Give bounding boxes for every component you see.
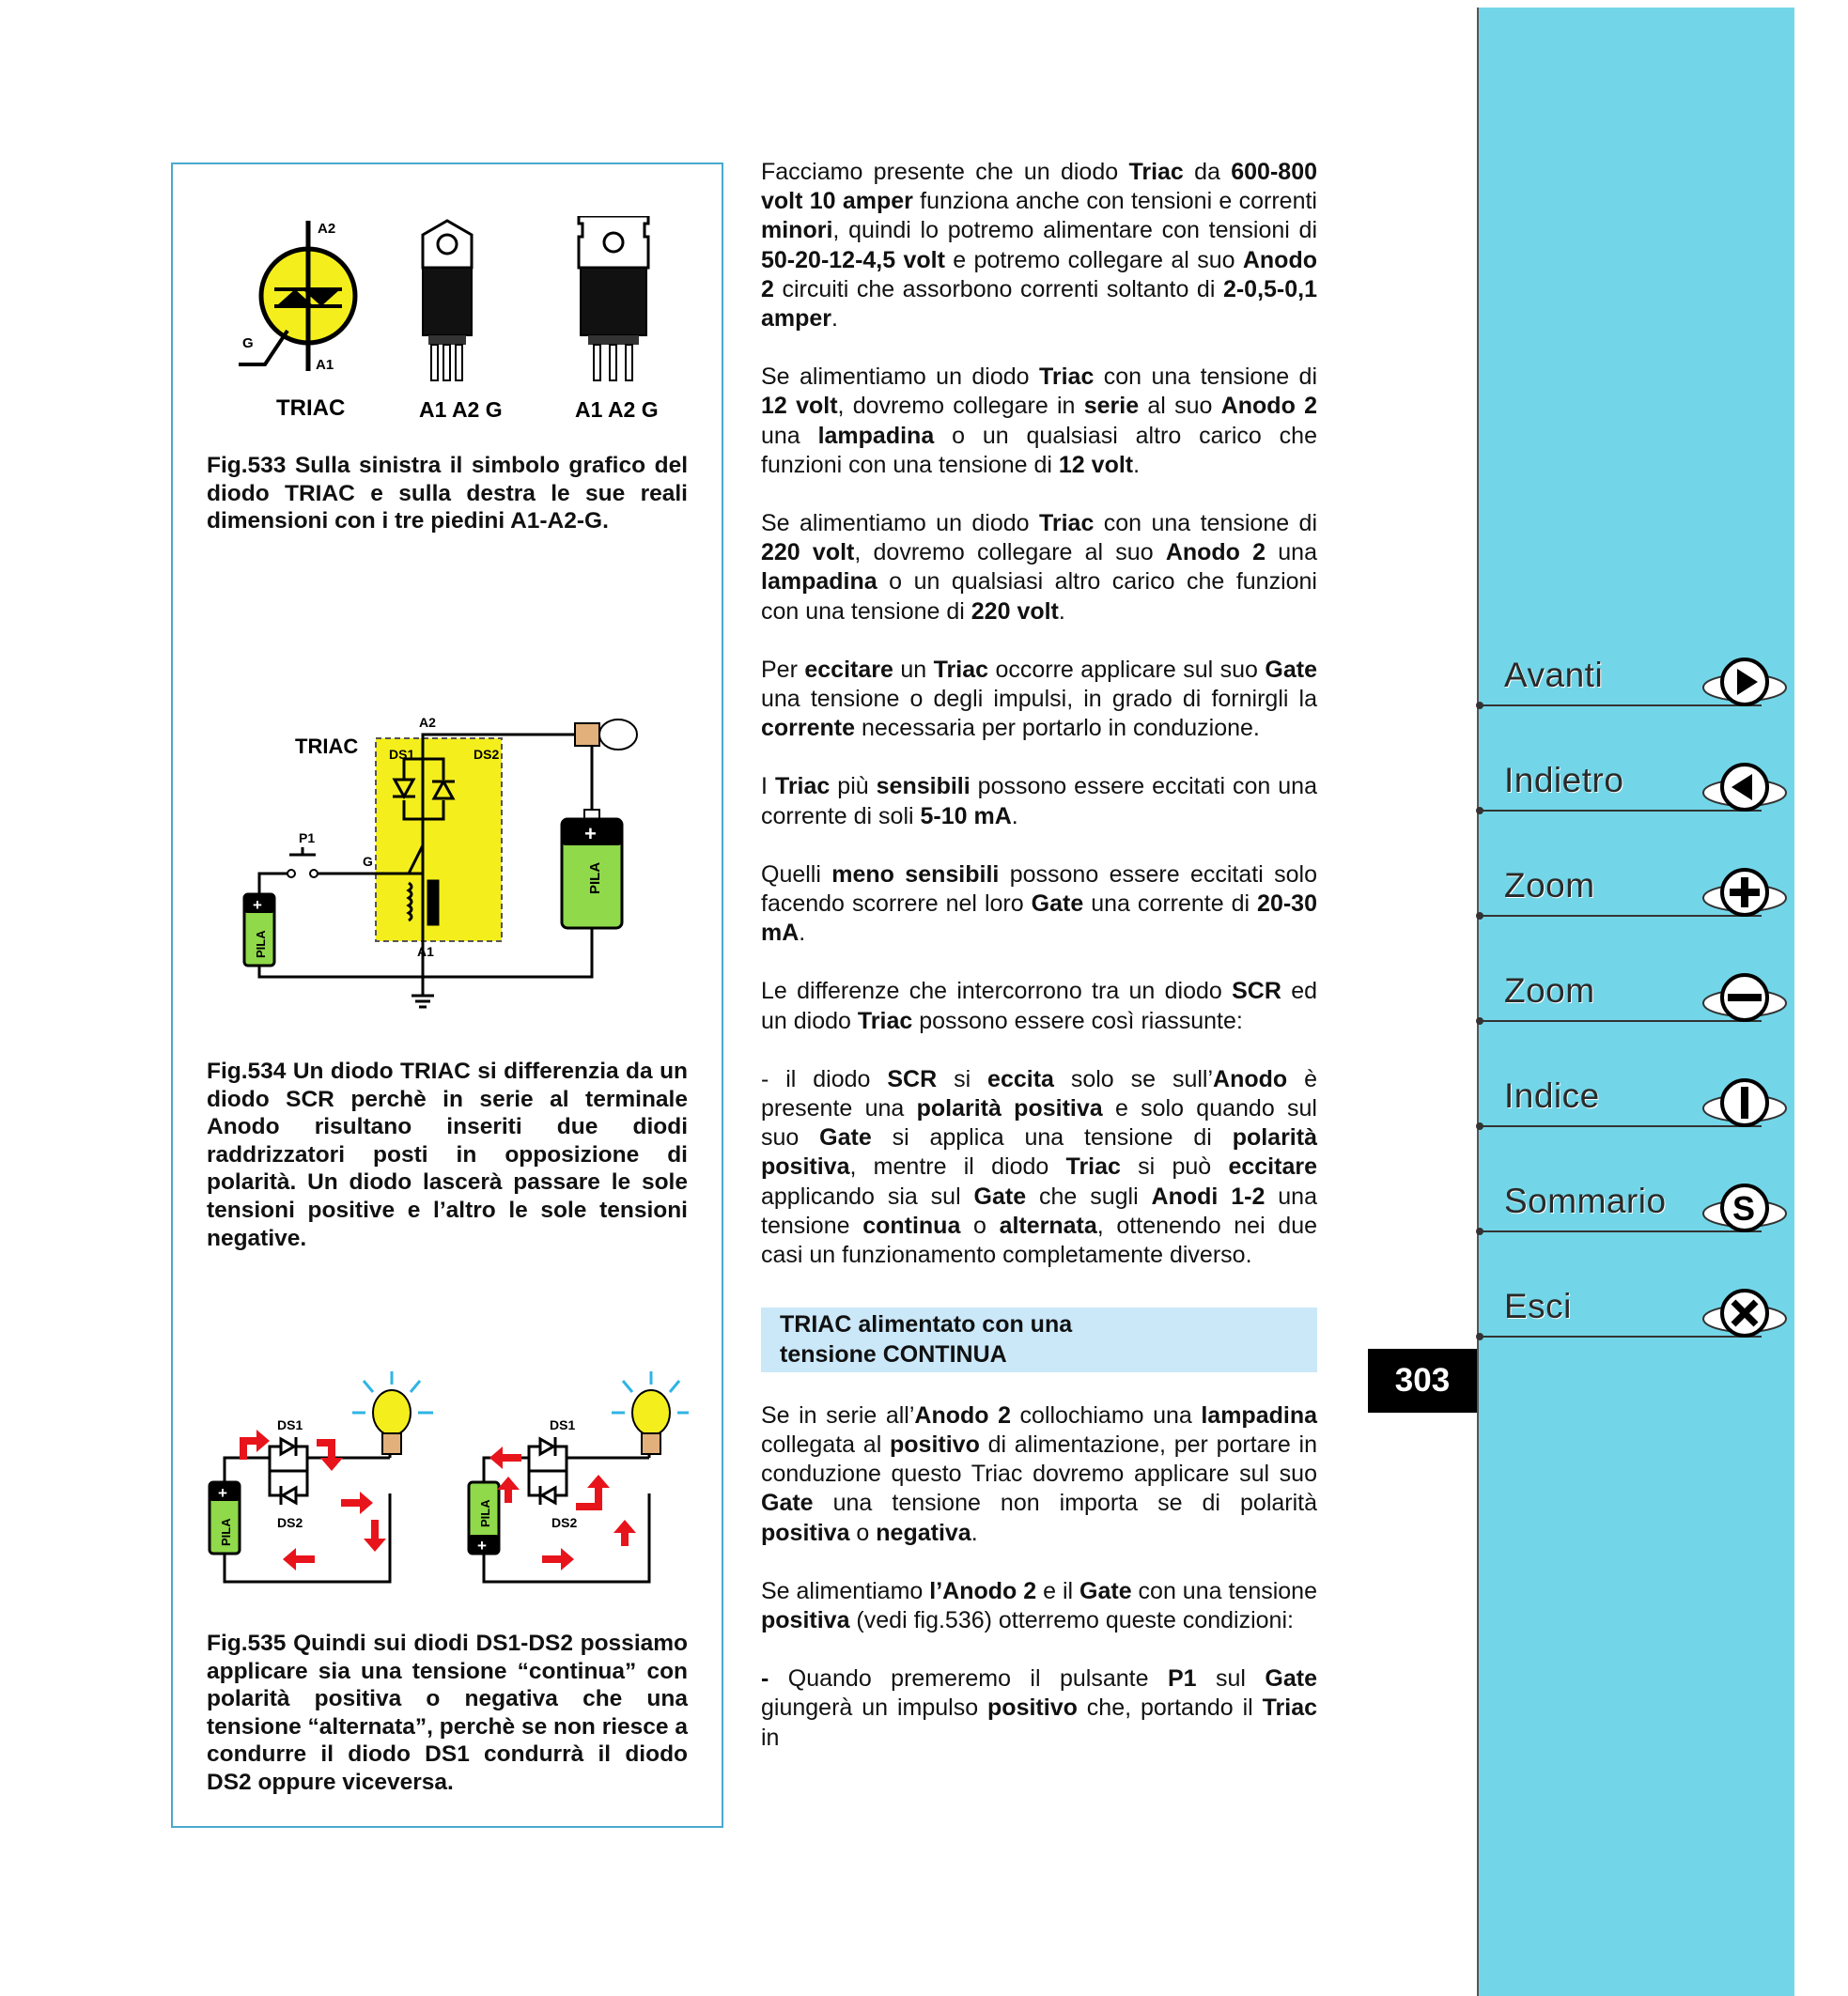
bold-text: Anodo (1213, 1065, 1288, 1092)
bold-text: Anodo 2 (1220, 393, 1318, 420)
bold-text: Gate (1079, 1577, 1132, 1604)
nav-zoom-in-label: Zoom (1504, 866, 1595, 905)
fig535-right-arrows-icon (489, 1447, 636, 1570)
nav-indietro-label: Indietro (1504, 761, 1624, 799)
fig533-label-pins1: A1 A2 G (419, 397, 503, 422)
paragraph-6: Quelli meno sensibili possono essere eccitati solo facendo scorrere nel loro Gate una corrente di 20-30 mA. (761, 860, 1317, 947)
bold-text: positivo (987, 1694, 1078, 1722)
fig535-left-ds2: DS2 (277, 1515, 303, 1530)
bold-text: Gate (1031, 890, 1084, 918)
fig533-caption: Fig.533 Sulla sinistra il simbolo grafico del diodo TRIAC e sulla destra le sue reali dimensioni con i tre piedini A1-A2-G. (207, 453, 688, 534)
bold-text: lampadina (817, 422, 935, 449)
fig535-left-lamp-icon (352, 1371, 433, 1458)
bold-text: l’Anodo 2 (929, 1577, 1037, 1604)
bold-text: SCR (887, 1065, 938, 1092)
bold-text: 220 volt (971, 597, 1059, 625)
bold-text: 20-30 mA (761, 890, 1317, 947)
bold-text: polarità positiva (916, 1095, 1103, 1122)
section-heading-line1: TRIAC alimentato con una (780, 1311, 1073, 1338)
bold-text: Triac (1038, 364, 1095, 391)
bold-text: lampadina (761, 568, 877, 596)
nav-esci-button[interactable] (1470, 1281, 1799, 1347)
bold-text: Gate (761, 1490, 814, 1517)
fig533-label-pins2: A1 A2 G (575, 397, 659, 422)
paragraph-3: Se alimentiamo un diodo Triac con una tensione di 220 volt, dovremo collegare al suo Anodo 2 una lampadina o un qualsiasi altro carico che funzioni con una tensione di 220 volt. (761, 510, 1317, 625)
bold-text: sensibili (876, 773, 971, 800)
zoom-in-plus-icon[interactable] (1698, 866, 1792, 922)
fig533-drawing (235, 216, 686, 432)
big-battery-label: PILA (587, 861, 603, 894)
fig534-label-p1: P1 (299, 830, 316, 845)
bold-text: 220 volt (761, 539, 855, 566)
index-icon[interactable] (1698, 1076, 1792, 1133)
fig534-label-ds2: DS2 (474, 747, 500, 762)
fig535-right-ds2: DS2 (551, 1515, 578, 1530)
bold-text: Gate (1265, 656, 1317, 683)
paragraph-10: Se alimentiamo l’Anodo 2 e il Gate con una tensione positiva (vedi fig.536) otterremo queste condizioni: (761, 1577, 1317, 1633)
bold-text: eccita (987, 1065, 1054, 1092)
bold-text: Triac (1262, 1694, 1317, 1722)
exit-x-icon[interactable] (1698, 1287, 1792, 1343)
nav-sommario-label: Sommario (1504, 1182, 1667, 1220)
fig535-right-pila: PILA (478, 1499, 492, 1527)
bold-text: Triac (933, 656, 989, 683)
bold-text: Anodo 2 (761, 246, 1317, 302)
bold-text: minori (761, 217, 833, 244)
bold-text: eccitare (804, 656, 893, 683)
bold-text: P1 (1167, 1665, 1197, 1693)
paragraph-9: Se in serie all’Anodo 2 collochiamo una lampadina collegata al positivo di alimentazione, per portare in conduzione questo Triac dovremo applicare sul suo Gate una tensione non importa se di polarità positiva o negativa. (761, 1401, 1317, 1546)
forward-arrow-icon[interactable] (1698, 656, 1792, 712)
fig535-drawing (202, 1371, 691, 1597)
small-battery-label: PILA (254, 930, 268, 958)
bold-text: Anodo 2 (914, 1401, 1011, 1429)
fig534-label-g: G (363, 854, 373, 869)
bold-text: serie (1083, 393, 1140, 420)
nav-indietro-button[interactable] (1470, 755, 1799, 821)
fig534-caption: Fig.534 Un diodo TRIAC si differenzia da un diodo SCR perchè in serie al terminale Anodo risultano inseriti due diodi raddrizzatori posti in opposizione di polarità. Un diodo lascerà passare le sole tensioni positive e l’altro le sole tensioni negative. (207, 1059, 688, 1251)
bold-text: Gate (973, 1183, 1027, 1210)
bold-text: 600-800 volt 10 amper (761, 159, 1317, 215)
triac-package-1 (423, 221, 472, 380)
paragraph-5: I Triac più sensibili possono essere eccitati con una corrente di soli 5-10 mA. (761, 773, 1317, 829)
zoom-out-minus-icon[interactable] (1698, 971, 1792, 1028)
triac-symbol (239, 221, 355, 371)
triac-package-2 (579, 216, 648, 380)
bold-text: polarità positiva (761, 1124, 1317, 1181)
lamp-icon (575, 719, 637, 750)
bold-text: alternata (999, 1212, 1097, 1239)
paragraph-7: Le differenze che intercorrono tra un diodo SCR ed un diodo Triac possono essere così riassunte: (761, 978, 1317, 1034)
bold-text: positivo (890, 1431, 980, 1458)
bold-text: Triac (857, 1007, 913, 1034)
nav-avanti-label: Avanti (1504, 656, 1604, 694)
bold-text: 5-10 mA (920, 802, 1012, 829)
bold-text: Gate (1265, 1665, 1317, 1693)
bold-text: 50-20-12-4,5 volt (761, 246, 945, 273)
bold-text: Gate (819, 1124, 872, 1152)
bold-text: lampadina (1201, 1401, 1317, 1429)
small-battery-plus: + (253, 896, 262, 914)
fig535-caption: Fig.535 Quindi sui diodi DS1-DS2 possiamo applicare sia una tensione “continua” con polarità positiva o negativa che una tensione “alternata”, perchè se non riesce a condurre il diodo DS1 condurrà il diodo DS2 oppure viceversa. (207, 1631, 688, 1795)
fig534-label-triac: TRIAC (295, 735, 359, 758)
bold-text: Triac (1038, 510, 1095, 537)
nav-zoom-in-button[interactable] (1470, 860, 1799, 926)
bold-text: negativa (876, 1519, 971, 1546)
fig535-right-plus: + (477, 1537, 487, 1555)
bold-text: Anodo 2 (1165, 539, 1266, 566)
fig534-label-a1: A1 (417, 944, 434, 959)
bold-text: Triac (1065, 1153, 1121, 1181)
bold-text: Triac (774, 773, 831, 800)
back-arrow-icon[interactable] (1698, 761, 1792, 817)
nav-avanti-button[interactable] (1470, 650, 1799, 716)
nav-indice-label: Indice (1504, 1076, 1600, 1115)
paragraph-4: Per eccitare un Triac occorre applicare sul suo Gate una tensione o degli impulsi, in grado di fornirgli la corrente necessaria per portarlo in conduzione. (761, 656, 1317, 742)
bold-text: continua (862, 1212, 961, 1239)
section-heading-line2: tensione CONTINUA (780, 1340, 1007, 1368)
paragraph-11: - Quando premeremo il pulsante P1 sul Gate giungerà un impulso positivo che, portando il Triac in (761, 1665, 1317, 1751)
fig533-label-g: G (242, 335, 254, 351)
bold-text: positiva (761, 1606, 850, 1633)
fig535-right-lamp-icon (612, 1371, 689, 1458)
fig534-label-ds1: DS1 (389, 747, 415, 762)
bold-text: Triac (1128, 159, 1184, 185)
fig535-left-ds1: DS1 (277, 1417, 303, 1432)
summary-s-icon[interactable] (1698, 1182, 1792, 1238)
bold-text: SCR (1232, 978, 1281, 1005)
bold-text: 2-0,5-0,1 amper (761, 275, 1317, 333)
fig533-label-a2: A2 (318, 221, 336, 237)
fig534-label-a2: A2 (419, 715, 436, 730)
fig533-label-triac: TRIAC (276, 395, 346, 421)
bold-text: 12 volt (1058, 451, 1134, 478)
fig535-right-ds1: DS1 (550, 1417, 576, 1432)
fig534-drawing (235, 695, 676, 1024)
page-number: 303 (1368, 1349, 1477, 1413)
paragraph-8: - il diodo SCR si eccita solo se sull’Anodo è presente una polarità positiva e solo quando sul suo Gate si applica una tensione di polarità positiva, mentre il diodo Triac si può eccitare applicando sia sul Gate che sugli Anodi 1-2 una tensione continua o alternata, ottenendo nei due casi un funzionamento completamente diverso. (761, 1065, 1318, 1269)
fig535-left-arrows-icon (240, 1430, 386, 1570)
fig535-left-pila: PILA (219, 1518, 233, 1546)
fig535-left-plus: + (218, 1484, 227, 1502)
nav-sommario-button[interactable] (1470, 1176, 1799, 1242)
bold-text: positiva (761, 1519, 850, 1546)
bold-text: - (761, 1665, 769, 1693)
nav-indice-button[interactable] (1470, 1071, 1799, 1137)
bold-text: Anodi 1-2 (1151, 1183, 1266, 1210)
nav-zoom-out-label: Zoom (1504, 971, 1595, 1010)
nav-zoom-out-button[interactable] (1470, 966, 1799, 1031)
paragraph-1: Facciamo presente che un diodo Triac da 600-800 volt 10 amper funziona anche con tensioni e correnti minori, quindi lo potremo alimentare con tensioni di 50-20-12-4,5 volt e potremo collegare al suo Anodo 2 circuiti che assorbono correnti soltanto di 2-0,5-0,1 amper. (761, 159, 1317, 333)
bold-text: eccitare (1228, 1153, 1317, 1181)
article-text (761, 158, 1317, 1782)
bold-text: meno sensibili (831, 860, 1000, 888)
section-heading (761, 1307, 1317, 1371)
nav-esci-label: Esci (1504, 1287, 1572, 1325)
bold-text: corrente (761, 715, 856, 742)
paragraph-2: Se alimentiamo un diodo Triac con una tensione di 12 volt, dovremo collegare in serie al suo Anodo 2 una lampadina o un qualsiasi altro carico che funzioni con una tensione di 12 volt. (761, 364, 1318, 478)
bold-text: 12 volt (761, 393, 838, 420)
fig533-label-a1: A1 (316, 357, 334, 373)
summary-s-glyph: S (1732, 1189, 1756, 1228)
big-battery-plus: + (584, 822, 597, 845)
